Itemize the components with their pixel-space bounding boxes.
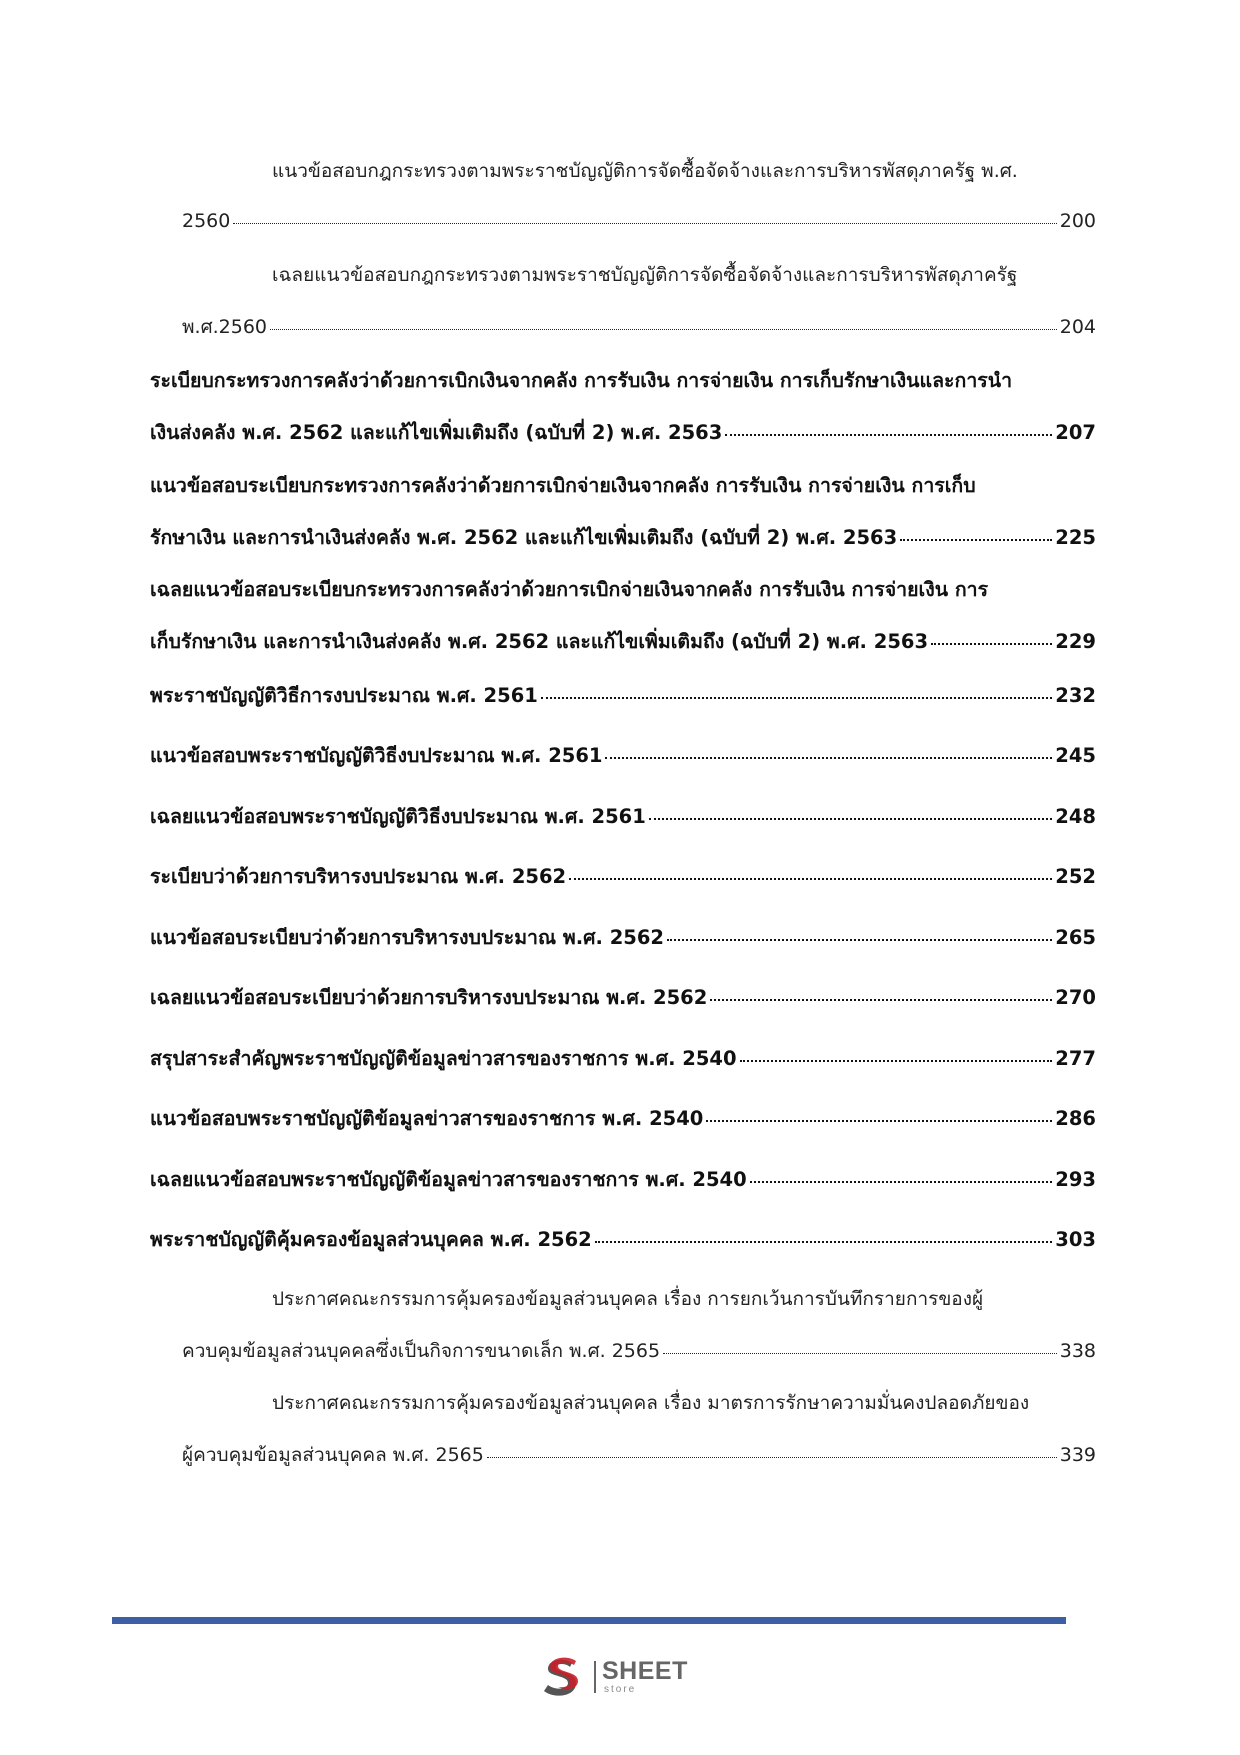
dot-leader — [710, 985, 1052, 1005]
toc-page-number: 277 — [1055, 1047, 1096, 1070]
toc-entry-title-line2: พ.ศ.2560 — [182, 316, 268, 338]
toc-entry-title-line2: ควบคุมข้อมูลส่วนบุคคลซึ่งเป็นกิจการขนาดเล็ก พ.ศ. 2565 — [182, 1340, 661, 1362]
toc-entry-title: พระราชบัญญัติคุ้มครองข้อมูลส่วนบุคคล พ.ศ. 2562 — [150, 1228, 592, 1251]
sheet-store-s-logo-icon — [538, 1655, 582, 1699]
toc-page-number: 225 — [1055, 526, 1096, 549]
toc-page-number: 303 — [1055, 1228, 1096, 1251]
toc-page-number: 229 — [1055, 630, 1096, 653]
dot-leader — [663, 1338, 1057, 1357]
toc-entry-title-line1: เฉลยแนวข้อสอบกฎกระทรวงตามพระราชบัญญัติการจัดซื้อจัดจ้างและการบริหารพัสดุภาครัฐ — [272, 264, 1018, 286]
toc-entry-title-line1: ประกาศคณะกรรมการคุ้มครองข้อมูลส่วนบุคคล เรื่อง การยกเว้นการบันทึกรายการของผู้ — [272, 1288, 984, 1310]
toc-entry-title-line1: ระเบียบกระทรวงการคลังว่าด้วยการเบิกเงินจากคลัง การรับเงิน การจ่ายเงิน การเก็บรักษาเงินและการนำ — [150, 369, 1013, 392]
toc-entry-title-line2: เก็บรักษาเงิน และการนำเงินส่งคลัง พ.ศ. 2562 และแก้ไขเพิ่มเติมถึง (ฉบับที่ 2) พ.ศ. 2563 — [150, 630, 929, 653]
toc-page-number: 252 — [1055, 865, 1096, 888]
toc-entry-title-line1: แนวข้อสอบกฎกระทรวงตามพระราชบัญญัติการจัดซื้อจัดจ้างและการบริหารพัสดุภาครัฐ พ.ศ. — [272, 160, 1018, 182]
logo-wordmark: SHEET — [602, 1657, 688, 1685]
toc-entry-title-line2: รักษาเงิน และการนำเงินส่งคลัง พ.ศ. 2562 และแก้ไขเพิ่มเติมถึง (ฉบับที่ 2) พ.ศ. 2563 — [150, 526, 898, 549]
dot-leader — [270, 314, 1057, 333]
dot-leader — [931, 629, 1052, 649]
toc-entry-title: พระราชบัญญัติวิธีการงบประมาณ พ.ศ. 2561 — [150, 684, 538, 707]
dot-leader — [233, 208, 1056, 227]
toc-entry-title: แนวข้อสอบพระราชบัญญัติข้อมูลข่าวสารของราชการ พ.ศ. 2540 — [150, 1107, 704, 1130]
dot-leader — [605, 743, 1052, 763]
toc-page-number: 207 — [1055, 421, 1096, 444]
toc-entry-title: แนวข้อสอบพระราชบัญญัติวิธีงบประมาณ พ.ศ. 2561 — [150, 744, 603, 767]
dot-leader — [740, 1046, 1053, 1066]
dot-leader — [725, 420, 1052, 440]
toc-page-number: 270 — [1055, 986, 1096, 1009]
logo-separator — [594, 1661, 596, 1693]
toc-entry-title-line1: แนวข้อสอบระเบียบกระทรวงการคลังว่าด้วยการเบิกจ่ายเงินจากคลัง การรับเงิน การจ่ายเงิน การเก็บ — [150, 474, 976, 497]
logo-subtext: store — [604, 1684, 637, 1695]
dot-leader — [706, 1106, 1052, 1126]
toc-page-number: 245 — [1055, 744, 1096, 767]
toc-page-number: 286 — [1055, 1107, 1096, 1130]
toc-entry-title: เฉลยแนวข้อสอบพระราชบัญญัติข้อมูลข่าวสารของราชการ พ.ศ. 2540 — [150, 1168, 747, 1191]
toc-entry-title: แนวข้อสอบระเบียบว่าด้วยการบริหารงบประมาณ พ.ศ. 2562 — [150, 926, 664, 949]
dot-leader — [595, 1227, 1053, 1247]
toc-entry-title-line1: เฉลยแนวข้อสอบระเบียบกระทรวงการคลังว่าด้วยการเบิกจ่ายเงินจากคลัง การรับเงิน การจ่ายเงิน การ — [150, 578, 989, 601]
dot-leader — [569, 864, 1052, 884]
toc-entry-title-line2: 2560 — [182, 210, 231, 232]
toc-entry-title-line2: ผู้ควบคุมข้อมูลส่วนบุคคล พ.ศ. 2565 — [182, 1444, 484, 1466]
toc-entry-title-line2: เงินส่งคลัง พ.ศ. 2562 และแก้ไขเพิ่มเติมถึง (ฉบับที่ 2) พ.ศ. 2563 — [150, 421, 723, 444]
toc-entry-title: เฉลยแนวข้อสอบระเบียบว่าด้วยการบริหารงบประมาณ พ.ศ. 2562 — [150, 986, 708, 1009]
toc-entry-title: สรุปสาระสำคัญพระราชบัญญัติข้อมูลข่าวสารของราชการ พ.ศ. 2540 — [150, 1047, 737, 1070]
sheet-store-logo — [538, 1655, 708, 1699]
toc-entry-title-line1: ประกาศคณะกรรมการคุ้มครองข้อมูลส่วนบุคคล เรื่อง มาตรการรักษาความมั่นคงปลอดภัยของ — [272, 1392, 1030, 1414]
dot-leader — [750, 1167, 1053, 1187]
dot-leader — [649, 804, 1052, 824]
toc-page-number: 339 — [1059, 1444, 1096, 1466]
toc-page-number: 204 — [1059, 316, 1096, 338]
dot-leader — [487, 1442, 1057, 1461]
toc-page-number: 200 — [1059, 210, 1096, 232]
footer-divider-bar — [112, 1617, 1066, 1624]
dot-leader — [541, 683, 1052, 703]
toc-entry-title: ระเบียบว่าด้วยการบริหารงบประมาณ พ.ศ. 2562 — [150, 865, 567, 888]
dot-leader — [667, 925, 1052, 945]
toc-page-number: 232 — [1055, 684, 1096, 707]
toc-page-number: 248 — [1055, 805, 1096, 828]
toc-page-number: 265 — [1055, 926, 1096, 949]
toc-page-number: 338 — [1059, 1340, 1096, 1362]
dot-leader — [900, 525, 1052, 545]
toc-entry-title: เฉลยแนวข้อสอบพระราชบัญญัติวิธีงบประมาณ พ.ศ. 2561 — [150, 805, 646, 828]
toc-page-number: 293 — [1055, 1168, 1096, 1191]
